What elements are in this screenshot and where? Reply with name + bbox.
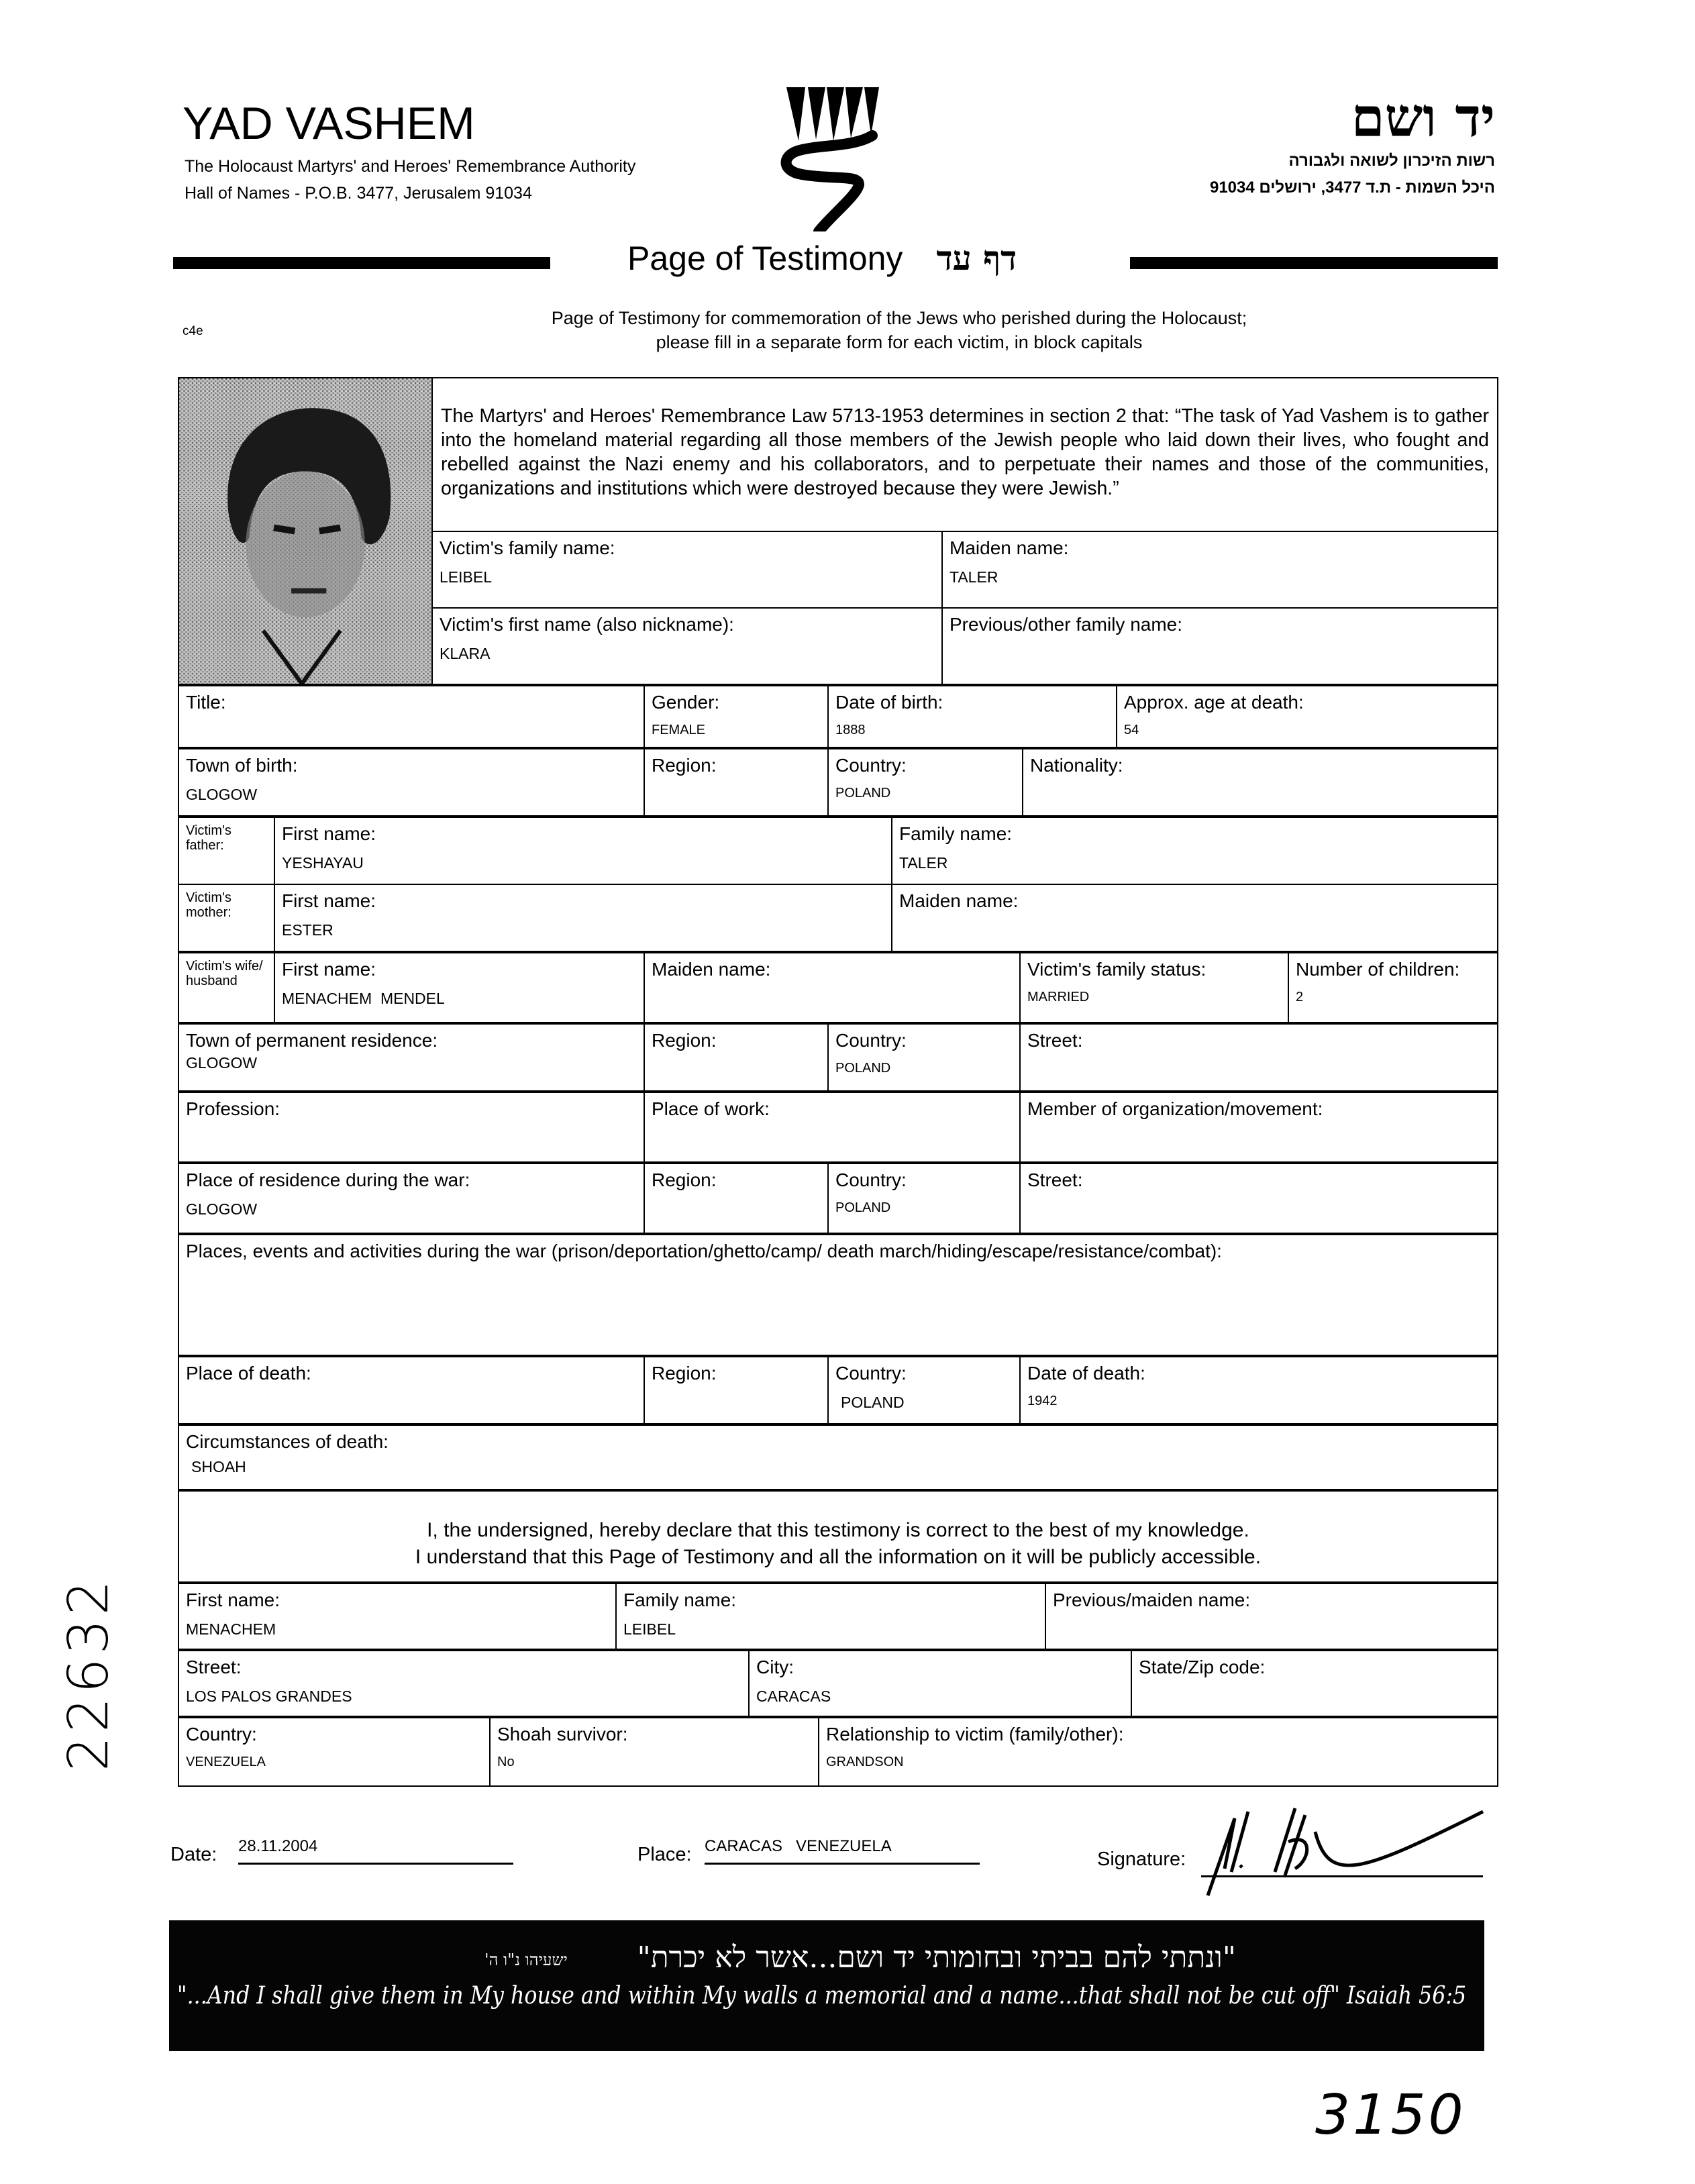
war-country-field[interactable]	[828, 1163, 1020, 1233]
label: Street:	[186, 1657, 242, 1677]
age-at-death-field[interactable]	[1117, 686, 1498, 747]
label: First name:	[282, 959, 376, 980]
war-street-field[interactable]	[1020, 1163, 1498, 1233]
war-residence-field[interactable]	[178, 1163, 644, 1233]
value: MARRIED	[1027, 990, 1090, 1004]
circumstances-table	[178, 1424, 1498, 1490]
label: Country:	[835, 1030, 907, 1051]
label: Number of children:	[1296, 959, 1460, 980]
profession-table	[178, 1092, 1498, 1163]
victim-previous-name-field[interactable]	[942, 608, 1498, 684]
family-status-field[interactable]	[1020, 953, 1288, 1023]
label: Maiden name:	[899, 890, 1019, 911]
label: First name:	[186, 1590, 280, 1610]
value: POLAND	[835, 1061, 891, 1076]
value: LEIBEL	[440, 568, 492, 586]
law-statement: The Martyrs' and Heroes' Remembrance Law 5713-1953 determines in section 2 that: “The task of Yad Vashem is to gather into the homeland material regarding all those members of the Jewish people who laid down their lives, who fought and rebelled against the Nazi enemy and his collaborators, and to perpetuate their names and those of the communities, organizations and institutions which were destroyed because they were Jewish.”	[432, 378, 1498, 531]
declaration-line-2: I understand that this Page of Testimony and all the information on it will be publicly accessible.	[415, 1546, 1262, 1568]
org-address: Hall of Names - P.O.B. 3477, Jerusalem 91034	[185, 184, 532, 203]
divider-left	[173, 257, 550, 269]
org-name: YAD VASHEM	[183, 98, 475, 149]
intro-line-1: Page of Testimony for commemoration of the Jews who perished during the Holocaust;	[551, 308, 1247, 328]
death-country-field[interactable]	[828, 1357, 1020, 1424]
label: Date of birth:	[835, 692, 943, 713]
value: POLAND	[835, 1200, 891, 1215]
submitter-first-name-field[interactable]	[178, 1583, 616, 1649]
place-field[interactable]	[705, 1837, 980, 1865]
label: Country:	[186, 1724, 257, 1745]
label: Circumstances of death:	[186, 1431, 389, 1452]
org-info-hebrew	[1210, 148, 1495, 201]
label: Town of birth:	[186, 755, 298, 776]
submitter-status-table	[178, 1717, 1498, 1787]
label: Previous/maiden name:	[1053, 1590, 1251, 1610]
label: Country:	[835, 755, 907, 776]
parents-table	[178, 817, 1498, 952]
intro-line-2: please fill in a separate form for each victim, in block capitals	[656, 332, 1143, 352]
label: Places, events and activities during the war (prison/deportation/ghetto/camp/ death march/hiding/escape/resistance/combat):	[186, 1241, 1222, 1261]
war-region-field[interactable]	[644, 1163, 828, 1233]
victim-details-table	[178, 685, 1498, 748]
residence-region-field[interactable]	[644, 1024, 828, 1091]
label: Country:	[835, 1169, 907, 1190]
gender-field[interactable]	[644, 686, 828, 747]
org-subtitle-hebrew: רשות הזיכרון לשואה ולגבורה	[1288, 152, 1495, 170]
residence-country-field[interactable]	[828, 1024, 1020, 1091]
label: Relationship to victim (family/other):	[826, 1724, 1124, 1745]
label: Region:	[652, 1030, 717, 1051]
label: First name:	[282, 823, 376, 844]
declaration	[178, 1491, 1498, 1582]
handwritten-side-number: 22632	[57, 1576, 121, 1771]
place-of-work-field[interactable]	[644, 1092, 1020, 1162]
label: City:	[756, 1657, 794, 1677]
isaiah-quote-banner	[169, 1920, 1484, 2051]
value: POLAND	[841, 1394, 905, 1411]
spouse-maiden-name-field[interactable]	[644, 953, 1020, 1023]
label: Nationality:	[1030, 755, 1123, 776]
number-of-children-field[interactable]	[1288, 953, 1498, 1023]
war-events-field[interactable]	[178, 1235, 1498, 1355]
submitter-country-field[interactable]	[178, 1718, 490, 1786]
label: Place of death:	[186, 1363, 311, 1384]
place-label: Place:	[637, 1844, 692, 1865]
label: Family name:	[899, 823, 1013, 844]
portrait-icon	[179, 378, 431, 684]
father-family-name-field[interactable]	[892, 817, 1498, 884]
permanent-residence-field[interactable]	[178, 1024, 644, 1091]
war-events-table	[178, 1234, 1498, 1356]
residence-street-field[interactable]	[1020, 1024, 1498, 1091]
banner-english-quote: "...And I shall give them in My house and within My walls a memorial and a name...that shall not be cut off" Isaiah 56:5	[177, 1982, 1467, 2010]
value: 1888	[835, 723, 866, 737]
testimony-form	[178, 377, 1498, 1787]
label: Town of permanent residence:	[186, 1030, 438, 1051]
label: Date of death:	[1027, 1363, 1145, 1384]
page-title-english: Page of Testimony	[627, 240, 903, 277]
label: Shoah survivor:	[497, 1724, 628, 1745]
residence-table	[178, 1023, 1498, 1092]
banner-hebrew-source: ישעיהו נ"ו ה'	[484, 1951, 568, 1969]
handwritten-page-number: 3150	[1315, 2083, 1466, 2147]
value: YESHAYAU	[282, 854, 364, 872]
label: Street:	[1027, 1030, 1083, 1051]
father-row-label: Victim's father:	[178, 817, 274, 884]
label: First name:	[282, 890, 376, 911]
label: Street:	[1027, 1169, 1083, 1190]
value: LOS PALOS GRANDES	[186, 1687, 352, 1705]
org-name-hebrew: יד ושם	[1351, 86, 1495, 149]
value: No	[497, 1755, 515, 1769]
mother-row-label: Victim's mother:	[178, 884, 274, 951]
label: Country:	[835, 1363, 907, 1384]
member-organization-field[interactable]	[1020, 1092, 1498, 1162]
value: MENACHEM	[186, 1620, 276, 1638]
victim-family-name-field[interactable]	[432, 531, 942, 608]
menorah-logo-icon	[778, 87, 886, 231]
value: SHOAH	[191, 1458, 246, 1475]
date-field[interactable]	[238, 1837, 513, 1865]
victim-first-name-field[interactable]	[432, 608, 942, 684]
label: Member of organization/movement:	[1027, 1098, 1323, 1119]
label: Title:	[186, 692, 226, 713]
signature-icon	[1194, 1805, 1490, 1899]
nationality-field[interactable]	[1023, 749, 1498, 816]
victim-identity-table	[178, 377, 1498, 685]
value: GLOGOW	[186, 1054, 258, 1072]
value: ESTER	[282, 921, 333, 939]
value: 54	[1124, 723, 1139, 737]
label: Profession:	[186, 1098, 280, 1119]
label: Place of work:	[652, 1098, 770, 1119]
town-of-birth-field[interactable]	[178, 749, 644, 816]
birth-country-field[interactable]	[828, 749, 1023, 816]
victim-photo	[178, 378, 432, 684]
label: Place of residence during the war:	[186, 1169, 470, 1190]
death-table	[178, 1356, 1498, 1424]
label: State/Zip code:	[1139, 1657, 1266, 1677]
org-info	[185, 153, 635, 207]
value: TALER	[899, 854, 948, 872]
label: Gender:	[652, 692, 720, 713]
submitter-name-table	[178, 1583, 1498, 1650]
submitter-family-name-field[interactable]	[616, 1583, 1045, 1649]
victim-maiden-name-field[interactable]	[942, 531, 1498, 608]
birth-region-field[interactable]	[644, 749, 828, 816]
value: LEIBEL	[623, 1620, 676, 1638]
mother-first-name-field[interactable]	[274, 884, 892, 951]
label: Region:	[652, 1363, 717, 1384]
date-label: Date:	[170, 1844, 217, 1865]
label: Previous/other family name:	[949, 613, 1183, 635]
label: Family name:	[623, 1590, 737, 1610]
banner-hebrew-quote: "ונתתי להם בביתי ובחומותי יד ושם...אשר לא יכרת"	[637, 1940, 1236, 1975]
spouse-row-label: Victim's wife/ husband	[178, 953, 274, 1023]
value: 1942	[1027, 1394, 1058, 1408]
spouse-table	[178, 952, 1498, 1023]
divider-right	[1130, 257, 1498, 269]
circumstances-of-death-field[interactable]	[178, 1425, 1498, 1490]
org-address-hebrew: היכל השמות - ת.ד 3477, ירושלים 91034	[1209, 178, 1495, 197]
page-title-hebrew: דף עד	[936, 238, 1017, 278]
place-of-death-field[interactable]	[178, 1357, 644, 1424]
spouse-first-name-field[interactable]	[274, 953, 644, 1023]
label: Victim's family name:	[440, 537, 615, 558]
value: POLAND	[835, 786, 891, 800]
label: Maiden name:	[652, 959, 771, 980]
declaration-line-1: I, the undersigned, hereby declare that this testimony is correct to the best of my knowledge.	[427, 1519, 1249, 1541]
birth-table	[178, 748, 1498, 817]
submitter-street-field[interactable]	[178, 1651, 749, 1716]
signature-label: Signature:	[1097, 1849, 1186, 1870]
value: FEMALE	[652, 723, 706, 737]
relationship-field[interactable]	[819, 1718, 1498, 1786]
value: VENEZUELA	[186, 1755, 266, 1769]
date-of-birth-field[interactable]	[828, 686, 1117, 747]
death-region-field[interactable]	[644, 1357, 828, 1424]
value: GRANDSON	[826, 1755, 904, 1769]
label: Region:	[652, 1169, 717, 1190]
value: GLOGOW	[186, 786, 258, 803]
war-residence-table	[178, 1163, 1498, 1234]
submitter-city-field[interactable]	[749, 1651, 1131, 1716]
org-subtitle: The Holocaust Martyrs' and Heroes' Remembrance Authority	[185, 157, 636, 176]
title-field[interactable]	[178, 686, 644, 747]
value: CARACAS	[756, 1687, 831, 1705]
father-first-name-field[interactable]	[274, 817, 892, 884]
label: Victim's first name (also nickname):	[440, 613, 734, 635]
mother-maiden-name-field[interactable]	[892, 884, 1498, 951]
shoah-survivor-field[interactable]	[490, 1718, 819, 1786]
submitter-state-zip-field[interactable]	[1131, 1651, 1498, 1716]
value: 2	[1296, 990, 1304, 1004]
page-title	[627, 238, 1017, 278]
date-of-death-field[interactable]	[1020, 1357, 1498, 1424]
profession-field[interactable]	[178, 1092, 644, 1162]
label: Maiden name:	[949, 537, 1069, 558]
label: Approx. age at death:	[1124, 692, 1304, 713]
label: Victim's family status:	[1027, 959, 1206, 980]
value: KLARA	[440, 644, 491, 662]
value: MENACHEM MENDEL	[282, 990, 445, 1007]
submitter-address-table	[178, 1650, 1498, 1717]
form-code: c4e	[183, 324, 203, 338]
value: TALER	[949, 568, 998, 586]
submitter-previous-name-field[interactable]	[1045, 1583, 1498, 1649]
value: GLOGOW	[186, 1200, 258, 1218]
form-intro	[416, 306, 1382, 354]
date-value: 28.11.2004	[238, 1837, 318, 1855]
declaration-table	[178, 1490, 1498, 1583]
label: Region:	[652, 755, 717, 776]
place-value: CARACAS VENEZUELA	[705, 1837, 892, 1855]
